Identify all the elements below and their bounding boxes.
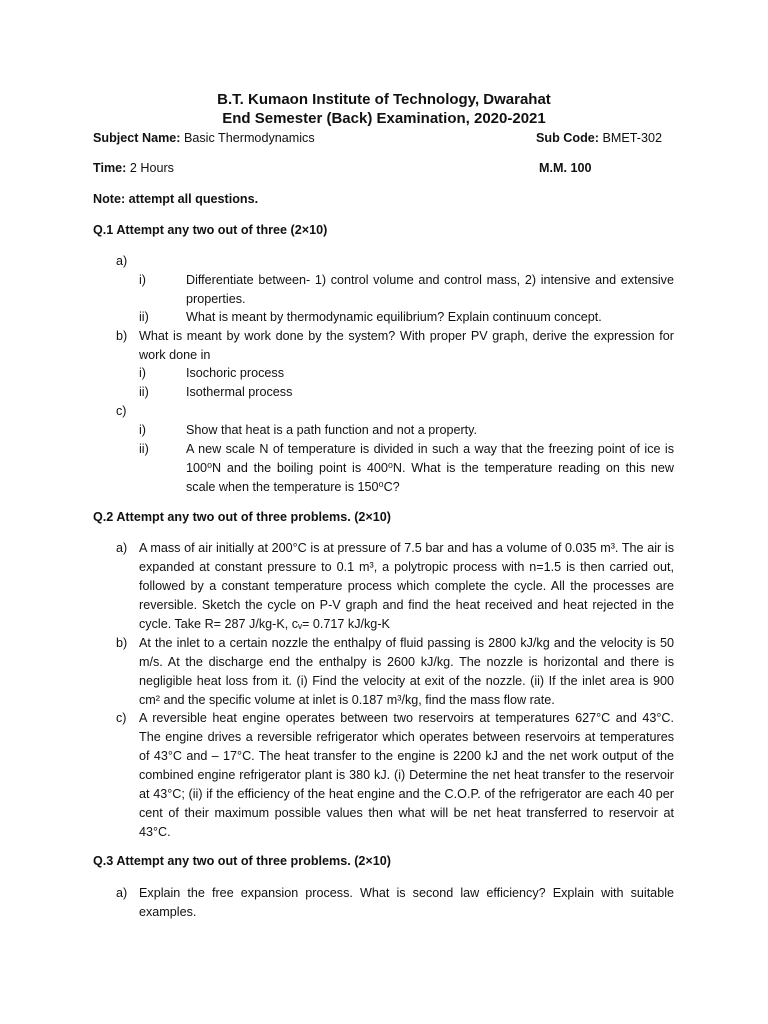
q2-a-text: A mass of air initially at 200°C is at pressure of 7.5 bar and has a volume of 0.035 m³. The air is expanded at constant pressure to 0.1 m³, a polytropic process with n=1.5 is then carried out, followed by a constant temperature process which complete the cycle. All the processes are reversible. Sketch the cycle on P-V graph and find the heat received and heat rejected in the cycle. Take R= 287 J/kg-K, cᵥ= 0.717 kJ/kg-K <box>139 541 674 631</box>
code-label: Sub Code: <box>536 131 599 145</box>
time-value: 2 Hours <box>129 161 174 175</box>
q3-a-text: Explain the free expansion process. What is second law efficiency? Explain with suitable examples. <box>139 886 674 919</box>
q1-b-ii-label: ii) <box>139 385 149 399</box>
institute-title: B.T. Kumaon Institute of Technology, Dwarahat <box>217 91 551 108</box>
q2-a-label: a) <box>116 541 128 555</box>
q3-a-label: a) <box>116 886 128 900</box>
q2-b-text: At the inlet to a certain nozzle the enthalpy of fluid passing is 2800 kJ/kg and the velocity is 50 m/s. At the discharge end the enthalpy is 2600 kJ/kg. The nozzle is horizontal and there is negligible heat loss from it. (i) Find the velocity at exit of the nozzle. (ii) If the inlet area is 900 cm² and the specific volume at inlet is 0.187 m³/kg, find the mass flow rate. <box>139 636 674 707</box>
exam-title: End Semester (Back) Examination, 2020-2021 <box>222 110 546 127</box>
q2-c <box>116 709 674 842</box>
q3-heading: Q.3 Attempt any two out of three problems. (2×10) <box>93 854 391 868</box>
q1-b <box>116 327 674 365</box>
q1-a-ii-text: What is meant by thermodynamic equilibrium? Explain continuum concept. <box>186 310 602 324</box>
q1-a-label: a) <box>116 254 128 268</box>
q1-b-ii-text: Isothermal process <box>186 385 293 399</box>
subject-code-line <box>536 129 662 148</box>
q3-a <box>116 884 674 922</box>
q1-a-i-label: i) <box>139 273 146 287</box>
code-value: BMET-302 <box>602 131 662 145</box>
q1-b-i <box>139 364 674 383</box>
q1-b-ii <box>139 383 674 402</box>
q1-c-ii-text: A new scale N of temperature is divided in such a way that the freezing point of ice is 100⁰N and the boiling point is 400⁰N. What is the temperature reading on this new scale when the temperature is 150⁰C? <box>186 442 674 494</box>
q1-b-label: b) <box>116 329 128 343</box>
q1-c-ii <box>139 440 674 497</box>
q2-heading: Q.2 Attempt any two out of three problems. (2×10) <box>93 510 391 524</box>
q1-a-i <box>139 271 674 309</box>
q1-c-i <box>139 421 674 440</box>
q2-b <box>116 634 674 710</box>
max-marks-text: M.M. 100 <box>539 161 592 175</box>
q1-b-i-label: i) <box>139 366 146 380</box>
q1-heading: Q.1 Attempt any two out of three (2×10) <box>93 223 328 237</box>
q1-c-i-label: i) <box>139 423 146 437</box>
q1-b-i-text: Isochoric process <box>186 366 284 380</box>
q1-c-ii-label: ii) <box>139 442 149 456</box>
q2-c-text: A reversible heat engine operates between two reservoirs at temperatures 627°C and 43°C. The engine drives a reversible refrigerator which operates between reservoirs at temperatures of 43°C and – 17°C. The heat transfer to the engine is 2200 kJ and the net work output of the combined engine refrigerator plant is 380 kJ. (i) Determine the net heat transfer to the reservoir at 43°C; (ii) if the efficiency of the heat engine and the C.O.P. of the refrigerator are each 40 per cent of their maximum possible values then what will be net heat transferred to reservoir at 43°C. <box>139 711 674 839</box>
subject-label: Subject Name: <box>93 131 181 145</box>
q1-a-i-text: Differentiate between- 1) control volume and control mass, 2) intensive and extensive properties. <box>186 273 674 306</box>
q1-b-text: What is meant by work done by the system? With proper PV graph, derive the expression for work done in <box>139 329 674 362</box>
q1-a-ii-label: ii) <box>139 310 149 324</box>
max-marks <box>539 159 592 178</box>
q1-c-i-text: Show that heat is a path function and not a property. <box>186 423 478 437</box>
q1-a-ii <box>139 308 674 327</box>
q2-a <box>116 539 674 634</box>
q1-c-label: c) <box>116 404 127 418</box>
q2-c-label: c) <box>116 711 127 725</box>
subject-value: Basic Thermodynamics <box>183 131 315 145</box>
q2-b-label: b) <box>116 636 128 650</box>
note: Note: attempt all questions. <box>93 192 259 206</box>
time-label: Time: <box>93 161 127 175</box>
subject-line <box>93 129 315 148</box>
time-line <box>93 159 174 178</box>
